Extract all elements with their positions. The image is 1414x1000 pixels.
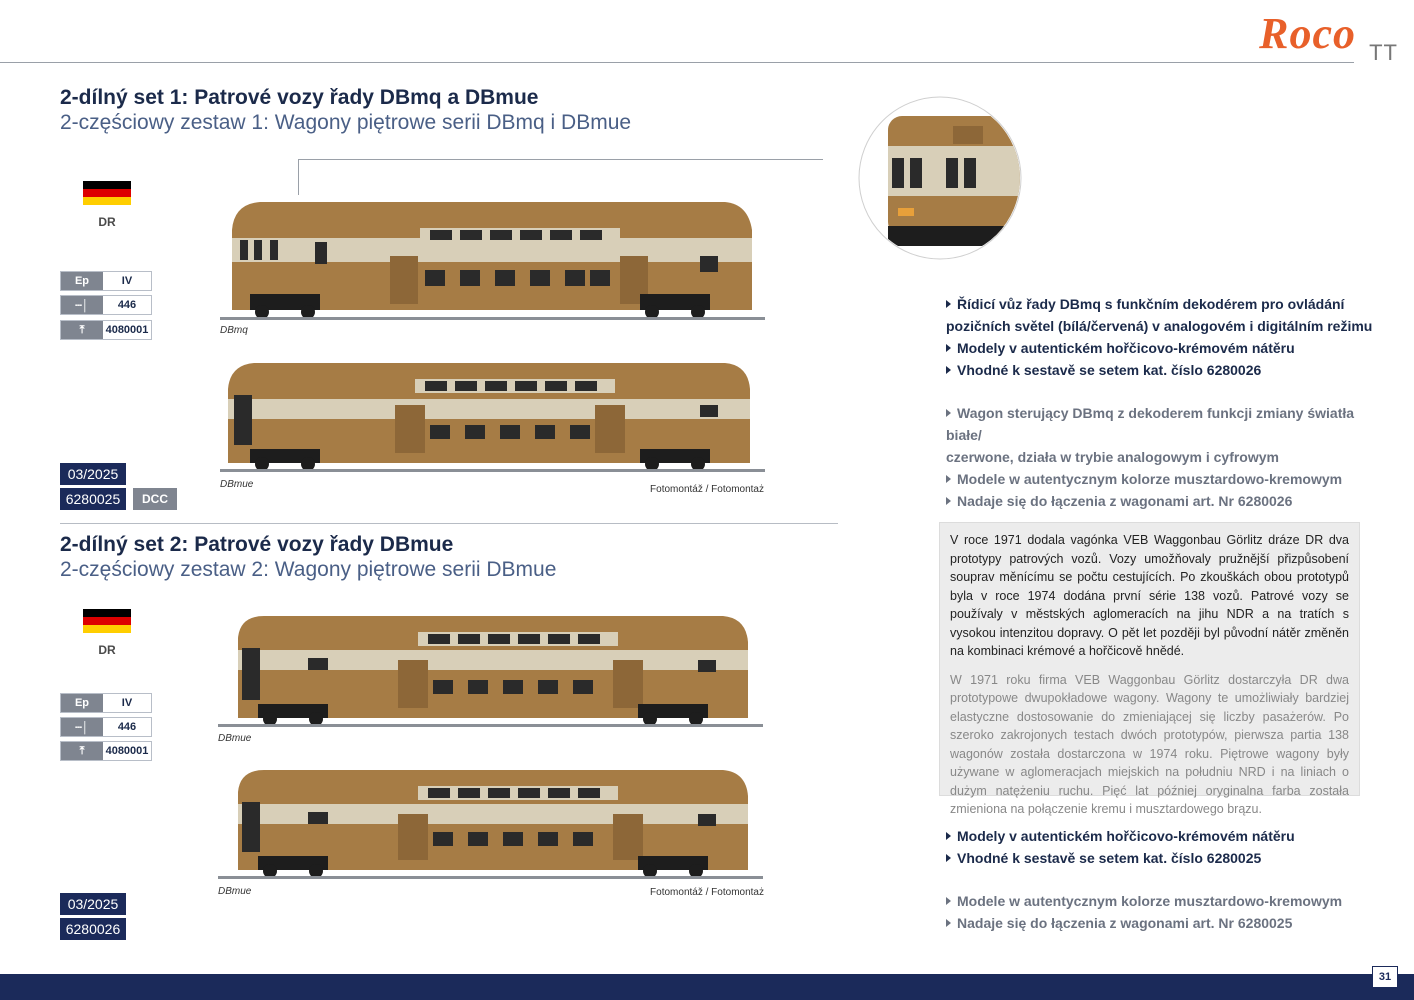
bullet-item: Vhodné k sestavě se setem kat. číslo 6280026 (946, 359, 1386, 381)
release-date-badge: 03/2025 (60, 463, 126, 485)
coupling-spec (60, 741, 152, 761)
set2-bullets-pl (946, 890, 1386, 934)
germany-flag (83, 609, 131, 633)
length-icon: ┄│ (61, 296, 103, 314)
set1-bullets-pl (946, 402, 1386, 512)
arrow-icon (946, 854, 951, 862)
country-code: DR (98, 215, 116, 229)
bullet-item: Modely v autentickém hořčicovo-krémovém nátěru (946, 825, 1386, 847)
arrow-icon (946, 832, 951, 840)
car1-caption: DBmq (220, 325, 248, 336)
dbmue-car-image (218, 762, 763, 880)
arrow-icon (946, 344, 951, 352)
coupling-spec (60, 320, 152, 340)
epoch-value: IV (103, 272, 151, 290)
epoch-label: Ep (61, 272, 103, 290)
coupling-icon: ⤒ (61, 321, 103, 339)
arrow-icon (946, 366, 951, 374)
history-info-box (939, 522, 1360, 816)
length-spec (60, 295, 152, 315)
country-code: DR (98, 643, 116, 657)
bullet-item-continued: pozičních světel (bílá/červená) v analogovém i digitálním režimu (946, 318, 1373, 334)
scale-label: TT (1369, 40, 1398, 65)
length-icon: ┄│ (61, 718, 103, 736)
bullet-item: Nadaje się do łączenia z wagonami art. Nr 6280026 (946, 490, 1386, 512)
dcc-badge: DCC (133, 488, 177, 510)
arrow-icon (946, 919, 951, 927)
length-value: 446 (103, 718, 151, 736)
arrow-icon (946, 475, 951, 483)
history-text-pl: W 1971 roku firma VEB Waggonbau Görlitz dostarczyła DR dwa prototypowe dwupokładowe wagony. Wagony te umożliwiały bardziej elastyczne dostosowanie do zmieniającej się liczby pasażerów. Po szeroko zakrojonych testach dwóch prototypów, pierwsza partia 138 wagonów została dostarczona w 1974 roku. Piętrowe wagony były używane w aglomeracjach miejskich na południu NRD i na liniach o dużym natężeniu ruchu. Pięć lat później oryginalna farba została zmieniona na połączenie kremu i musztardowego brązu. (950, 672, 1349, 816)
photomontage-note: Fotomontáž / Fotomontaż (650, 484, 764, 495)
epoch-spec (60, 693, 152, 713)
set1-title-pl: 2-częściowy zestaw 1: Wagony piętrowe serii DBmq i DBmue (60, 111, 632, 134)
bullet-item: Modele w autentycznym kolorze musztardowo-kremowym (946, 890, 1386, 912)
set2-title-cz: 2-dílný set 2: Patrové vozy řady DBmue (60, 533, 454, 556)
arrow-icon (946, 897, 951, 905)
dbmue-car-image (220, 355, 765, 473)
coupling-value: 4080001 (103, 321, 151, 339)
arrow-icon (946, 409, 951, 417)
history-text-cz: V roce 1971 dodala vagónka VEB Waggonbau Görlitz dráze DR dva prototypy patrových vozů. Vozy umožňovaly pružnější přizpůsobení souprav měnícímu se počtu cestujících. Po zkouškách obou prototypů byla v roce 1974 dodána první série 138 vozů. Patrové vozy se používaly v městských aglomeracích na jihu NDR a na tratích s vysokou intenzitou dopravy. O pět let později byl původní nátěr změněn na kombinaci krémové a hořčicově hnědé. (950, 533, 1349, 658)
car2-caption: DBmue (220, 479, 254, 490)
coupling-value: 4080001 (103, 742, 151, 760)
epoch-spec (60, 271, 152, 291)
release-date-badge: 03/2025 (60, 893, 126, 915)
germany-flag (83, 181, 131, 205)
bullet-item: Nadaje się do łączenia z wagonami art. Nr 6280025 (946, 912, 1386, 934)
car2-caption: DBmue (218, 886, 252, 897)
cab-detail-image (858, 96, 1022, 260)
epoch-label: Ep (61, 694, 103, 712)
page-number: 31 (1372, 966, 1398, 988)
arrow-icon (946, 497, 951, 505)
car1-caption: DBmue (218, 733, 252, 744)
bullet-item: Řídicí vůz řady DBmq s funkčním dekodérem pro ovládání (946, 293, 1386, 315)
arrow-icon (946, 300, 951, 308)
set2-bullets-cz (946, 825, 1386, 869)
bullet-item: Vhodné k sestavě se setem kat. číslo 6280025 (946, 847, 1386, 869)
roco-logo: Roco (1259, 9, 1356, 58)
coupling-icon: ⤒ (61, 742, 103, 760)
bullet-item: Modely v autentickém hořčicovo-krémovém nátěru (946, 337, 1386, 359)
footer-bar (0, 974, 1414, 1000)
header-rule (0, 62, 1354, 63)
section-divider (60, 523, 838, 524)
epoch-value: IV (103, 694, 151, 712)
bullet-item: Wagon sterujący DBmq z dekoderem funkcji zmiany światła białe/ (946, 405, 1355, 443)
dbmue-car-image (218, 608, 763, 728)
set1-title-cz: 2-dílný set 1: Patrové vozy řady DBmq a DBmue (60, 86, 539, 109)
article-number-badge: 6280026 (60, 918, 126, 940)
photomontage-note: Fotomontáž / Fotomontaż (650, 887, 764, 898)
set2-title-pl: 2-częściowy zestaw 2: Wagony piętrowe serii DBmue (60, 558, 557, 581)
dbmq-car-image (220, 190, 765, 320)
callout-line (298, 159, 823, 160)
article-number-badge: 6280025 (60, 488, 126, 510)
set1-bullets-cz (946, 293, 1386, 381)
bullet-item-continued: czerwone, działa w trybie analogowym i cyfrowym (946, 449, 1279, 465)
bullet-item: Modele w autentycznym kolorze musztardowo-kremowym (946, 468, 1386, 490)
length-spec (60, 717, 152, 737)
length-value: 446 (103, 296, 151, 314)
